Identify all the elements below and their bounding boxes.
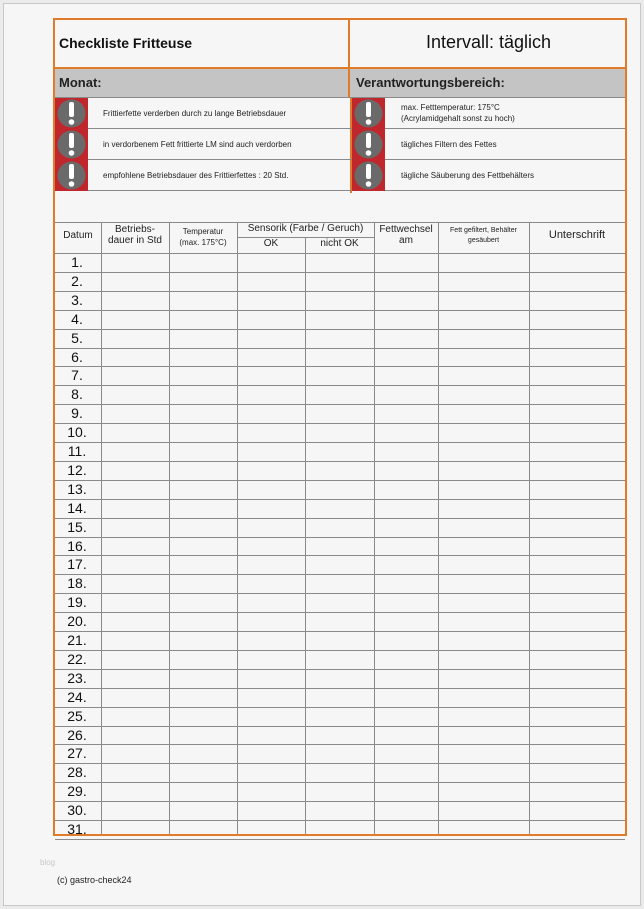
spacer-row (55, 193, 625, 223)
row-number: 24. (67, 688, 87, 705)
checklist-form (53, 18, 627, 836)
row-number: 27. (67, 745, 87, 762)
row-number: 31. (67, 821, 87, 837)
row-number: 4. (71, 310, 83, 327)
row-number: 22. (67, 650, 87, 667)
table-row[interactable] (101, 330, 625, 348)
row-divider (55, 839, 625, 840)
warning-icon (352, 129, 385, 160)
table-row[interactable] (101, 538, 625, 556)
row-number: 7. (71, 367, 83, 384)
row-number: 8. (71, 386, 83, 403)
col-header-datum: Datum (63, 230, 93, 241)
table-row[interactable] (101, 367, 625, 385)
table-row[interactable] (101, 519, 625, 537)
table-row[interactable] (101, 481, 625, 499)
table-row[interactable] (101, 670, 625, 688)
table-row[interactable] (101, 575, 625, 593)
row-number: 1. (71, 254, 83, 270)
form-title: Checkliste Fritteuse (55, 20, 350, 67)
col-header-temperatur: Temperatur (max. 175°C) (179, 227, 227, 247)
warning-icon (352, 160, 385, 191)
table-row[interactable] (101, 273, 625, 291)
row-number: 2. (71, 272, 83, 289)
row-number: 26. (67, 726, 87, 743)
info-row (55, 69, 625, 98)
col-header-nicht-ok: nicht OK (320, 238, 359, 249)
col-header-unterschrift: Unterschrift (548, 229, 606, 241)
table-row[interactable] (101, 783, 625, 801)
table-row[interactable] (101, 349, 625, 367)
row-number: 21. (67, 632, 87, 648)
row-number: 15. (67, 518, 87, 535)
warning-row (55, 98, 625, 129)
col-header-gefiltert: Fett gefiltert, Behälter gesäubert (450, 227, 517, 244)
row-number: 23. (67, 669, 87, 686)
table-row[interactable] (101, 556, 625, 574)
row-number: 16. (67, 537, 87, 554)
table-row[interactable] (101, 424, 625, 442)
table-row[interactable] (101, 802, 625, 820)
row-number: 11. (67, 443, 87, 459)
row-number: 25. (67, 707, 87, 724)
month-field[interactable]: Monat: (55, 69, 350, 97)
table-row[interactable] (101, 727, 625, 745)
table-row[interactable] (101, 764, 625, 782)
warning-text-right: max. Fetttemperatur: 175°C (Acrylamidgehalt sonst zu hoch) (401, 103, 515, 123)
header-row (55, 20, 625, 69)
col-header-betriebsdauer: Betriebs- dauer in Std (108, 224, 162, 246)
table-row[interactable] (101, 745, 625, 763)
warning-icon (55, 129, 88, 160)
row-number: 29. (67, 783, 87, 800)
row-number: 28. (67, 764, 87, 781)
warning-row (55, 129, 625, 160)
copyright-text: (c) gastro-check24 (57, 875, 132, 885)
table-row[interactable] (101, 594, 625, 612)
row-number: 17. (67, 556, 87, 573)
col-header-fettwechsel: Fettwechsel am (379, 224, 433, 246)
log-table (55, 223, 625, 837)
table-row[interactable] (101, 689, 625, 707)
row-number: 14. (67, 499, 87, 516)
col-header-ok: OK (263, 238, 279, 249)
warning-icon (55, 160, 88, 191)
table-row[interactable] (101, 613, 625, 631)
table-row[interactable] (101, 462, 625, 480)
row-number: 20. (67, 613, 87, 630)
interval-label: Intervall: täglich (425, 32, 552, 52)
table-row[interactable] (101, 292, 625, 310)
warning-text-left: empfohlene Betriebsdauer des Frittierfettes : 20 Std. (103, 171, 289, 180)
table-row[interactable] (101, 311, 625, 329)
row-number: 13. (67, 480, 87, 497)
table-row[interactable] (101, 254, 625, 272)
table-row[interactable] (101, 386, 625, 404)
warning-icon (352, 98, 385, 129)
subheader-divider (237, 237, 374, 238)
table-row[interactable] (101, 443, 625, 461)
warning-icon (55, 98, 88, 129)
warning-text-left: Frittierfette verderben durch zu lange Betriebsdauer (103, 109, 287, 118)
warning-text-right: tägliche Säuberung des Fettbehälters (401, 171, 534, 180)
row-number: 3. (71, 291, 83, 308)
row-number: 12. (67, 461, 87, 478)
table-row[interactable] (101, 632, 625, 650)
row-number: 10. (67, 424, 87, 441)
row-number: 6. (71, 348, 83, 365)
col-header-sensorik: Sensorik (Farbe / Geruch) (247, 223, 364, 234)
warning-text-left: in verdorbenem Fett frittierte LM sind auch verdorben (103, 140, 292, 149)
row-number: 19. (67, 594, 87, 611)
row-number: 9. (71, 405, 83, 422)
row-number: 30. (67, 802, 87, 819)
responsibility-field[interactable]: Verantwortungsbereich: (356, 75, 505, 90)
row-number: 5. (71, 329, 83, 346)
table-row[interactable] (101, 405, 625, 423)
watermark: blog (40, 858, 56, 867)
table-row[interactable] (101, 500, 625, 518)
row-number: 18. (67, 575, 87, 592)
table-row[interactable] (101, 651, 625, 669)
warning-text-right: tägliches Filtern des Fettes (401, 140, 497, 149)
table-row[interactable] (101, 708, 625, 726)
warning-row (55, 160, 625, 191)
table-row[interactable] (101, 821, 625, 839)
